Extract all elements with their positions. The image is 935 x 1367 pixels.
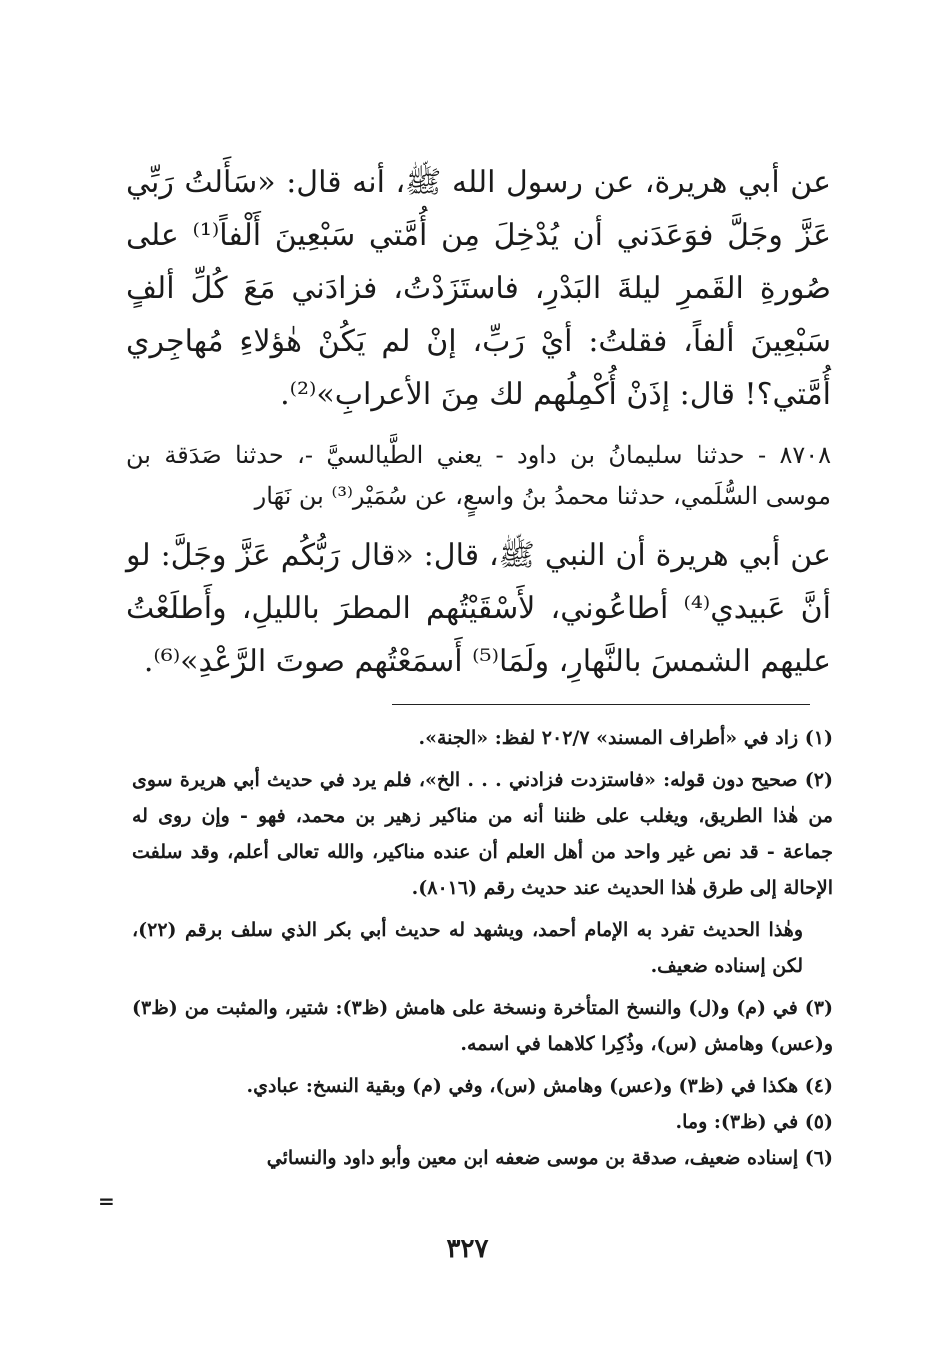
main-text [126, 156, 831, 688]
footnote-5: (٥) في (ظ٣): وما. [675, 1111, 833, 1133]
footnote-2-continuation: وهٰذا الحديث تفرد به الإمام أحمد، ويشهد له حديث أبي بكر الذي سلف برقم (٢٢)، لكن إسناده ضعيف. [132, 919, 803, 977]
hadith-text-paragraph-2: عن أبي هريرة أن النبي ﷺ، قال: «قال رَبُّكُم عَزَّ وجَلَّ: لو أنَّ عَبيدي⁽⁴⁾ أطاعُوني، لأَسْقَيْتُهم المطرَ بالليلِ، وأَطلَعْتُ عليهم الشمسَ بالنَّهارِ، ولَمَا⁽⁵⁾ أَسمَعْتُهم صوتَ الرَّعْدِ»⁽⁶⁾. [126, 538, 832, 679]
footnotes [132, 720, 833, 1176]
hadith-number: ٨٧٠٨ - [757, 441, 831, 469]
page-number: ٣٢٧ [446, 1234, 489, 1264]
hadith-text-paragraph: عن أبي هريرة، عن رسول الله ﷺ، أنه قال: «سَأَلتُ رَبِّي عَزَّ وجَلَّ فوَعَدَني أن يُدْخِلَ مِن أُمَّتي سَبْعِينَ أَلْفاً⁽¹⁾ على صُورةِ القَمرِ ليلةَ البَدْرِ، فاستَزَدْتُ، فزادَني مَعَ كُلِّ ألفٍ سَبْعِينَ ألفاً، فقلتُ: أيْ رَبِّ، إنْ لم يَكُنْ هٰؤلاءِ مُهاجِري أُمَّتي؟! قال: إذَنْ أُكْمِلُهم لك مِنَ الأعرابِ»⁽²⁾. [126, 165, 831, 412]
footnote-1: (١) زاد في «أطراف المسند» ٢٠٢/٧ لفظ: «الجنة». [418, 727, 833, 749]
footnote-4: (٤) هكذا في (ظ٣) و(عس) وهامش (س)، وفي (م) وبقية النسخ: عبادي. [246, 1075, 833, 1097]
footnote-2: (٢) صحيح دون قوله: «فاستزدت فزادني . . . الخ»، فلم يرد في حديث أبي هريرة سوى من هٰذا الطريق، ويغلب على ظننا أنه من مناكير زهير بن محمد، فهو - وإن روى له جماعة - قد نص غير واحد من أهل العلم أن عنده مناكير، والله تعالى أعلم، وقد سلفت الإحالة إلى طرق هٰذا الحديث عند حديث رقم (٨٠١٦). [132, 769, 833, 899]
footnote-3: (٣) في (م) و(ل) والنسخ المتأخرة ونسخة على هامش (ظ٣): شتير، والمثبت من (ظ٣) و(عس) وهامش (س)، وذُكِرا كلاهما في اسمه. [132, 997, 833, 1055]
isnad-paragraph [126, 435, 831, 517]
footnote-divider [392, 704, 810, 705]
footnote-6: (٦) إسناده ضعيف، صدقة بن موسى ضعفه ابن معين وأبو داود والنسائي [266, 1147, 833, 1169]
continuation-mark: = [98, 1189, 115, 1213]
isnad-text: حدثنا سليمانُ بن داود - يعني الطَّيالسيَّ -، حدثنا صَدَقة بن موسى السُّلَمي، حدثنا محمدُ بنُ واسعٍ، عن سُمَيْر⁽³⁾ بن نَهَار [126, 441, 831, 510]
